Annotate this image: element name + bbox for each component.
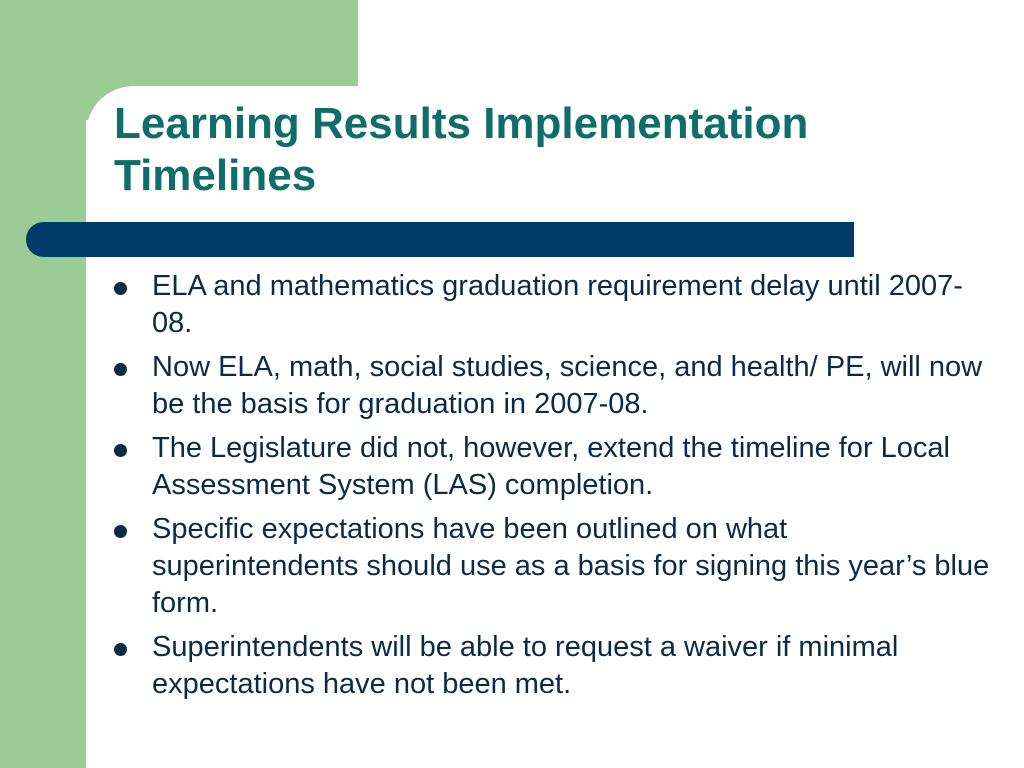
bullet-icon bbox=[114, 282, 127, 295]
bullet-item bbox=[110, 629, 990, 703]
bullet-item bbox=[110, 268, 990, 342]
slide-title: Learning Results Implementation Timelines bbox=[114, 99, 809, 200]
bullet-text: The Legislature did not, however, extend the timeline for Local Assessment System (LAS) completion. bbox=[152, 432, 950, 501]
title-divider-bar bbox=[26, 222, 854, 257]
bullet-item bbox=[110, 511, 990, 622]
bullet-list bbox=[110, 268, 990, 710]
bullet-text: Now ELA, math, social studies, science, and health/ PE, will now be the basis for graduation in 2007-08. bbox=[152, 351, 983, 420]
bullet-text: Specific expectations have been outlined on what superintendents should use as a basis for signing this year’s blue form. bbox=[152, 513, 990, 619]
bullet-text: ELA and mathematics graduation requirement delay until 2007-08. bbox=[152, 270, 963, 339]
bullet-icon bbox=[114, 444, 127, 457]
bullet-icon bbox=[114, 643, 127, 656]
bullet-text: Superintendents will be able to request a waiver if minimal expectations have not been met. bbox=[152, 631, 899, 700]
bullet-item bbox=[110, 430, 990, 504]
bullet-item bbox=[110, 349, 990, 423]
bullet-icon bbox=[114, 363, 127, 376]
bullet-icon bbox=[114, 525, 127, 538]
